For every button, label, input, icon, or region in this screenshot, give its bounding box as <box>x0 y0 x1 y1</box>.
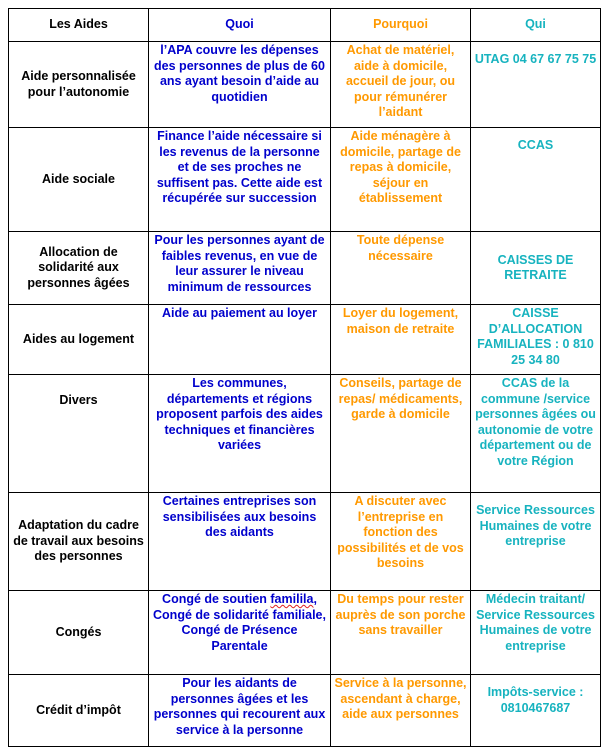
table-row <box>9 675 601 747</box>
table-row <box>9 375 601 493</box>
aide-pourquoi: Toute dépense nécessaire <box>331 232 471 305</box>
aide-name: Adaptation du cadre de travail aux besoins des personnes <box>9 493 149 591</box>
aide-qui: CCAS de la commune /service personnes âgées ou autonomie de votre département ou de votre Région <box>471 375 601 493</box>
aide-name: Allocation de solidarité aux personnes âgées <box>9 232 149 305</box>
aide-quoi: Finance l’aide nécessaire si les revenus de la personne et de ses proches ne suffisent pas. Cette aide est récupérée sur succession <box>149 128 331 232</box>
aide-quoi: Certaines entreprises son sensibilisées aux besoins des aidants <box>149 493 331 591</box>
aide-pourquoi: Aide ménagère à domicile, partage de repas à domicile, séjour en établissement <box>331 128 471 232</box>
aide-pourquoi: Achat de matériel, aide à domicile, accueil de jour, ou pour rémunérer l’aidant <box>331 42 471 128</box>
table-row <box>9 232 601 305</box>
aide-name: Divers <box>9 375 149 493</box>
aide-qui: UTAG 04 67 67 75 75 <box>471 42 601 128</box>
header-quoi: Quoi <box>149 9 331 42</box>
aide-name: Aide personnalisée pour l’autonomie <box>9 42 149 128</box>
aide-qui: CCAS <box>471 128 601 232</box>
aide-qui: Médecin traitant/ Service Ressources Humaines de votre entreprise <box>471 591 601 675</box>
aide-pourquoi: Du temps pour rester auprès de son porche sans travailler <box>331 591 471 675</box>
table-row <box>9 128 601 232</box>
table-row <box>9 591 601 675</box>
aides-table <box>8 8 601 747</box>
aide-pourquoi: Conseils, partage de repas/ médicaments, garde à domicile <box>331 375 471 493</box>
aide-quoi: Aide au paiement au loyer <box>149 305 331 375</box>
aide-pourquoi: Service à la personne, ascendant à charge, aide aux personnes <box>331 675 471 747</box>
aide-pourquoi: Loyer du logement, maison de retraite <box>331 305 471 375</box>
header-row <box>9 9 601 42</box>
header-les-aides: Les Aides <box>9 9 149 42</box>
header-pourquoi: Pourquoi <box>331 9 471 42</box>
header-qui: Qui <box>471 9 601 42</box>
aide-quoi: Pour les personnes ayant de faibles revenus, en vue de leur assurer le niveau minimum de ressources <box>149 232 331 305</box>
aide-quoi <box>149 591 331 675</box>
aide-pourquoi: A discuter avec l’entreprise en fonction des possibilités et de vos besoins <box>331 493 471 591</box>
quoi-part-c: , Congé de solidarité familiale, Congé de Présence Parentale <box>153 592 326 653</box>
aide-qui: Service Ressources Humaines de votre entreprise <box>471 493 601 591</box>
misspelled-word: familila <box>270 592 314 606</box>
aide-name: Aide sociale <box>9 128 149 232</box>
aide-name: Congés <box>9 591 149 675</box>
aide-qui: CAISSES DE RETRAITE <box>471 232 601 305</box>
aide-quoi: Les communes, départements et régions proposent parfois des aides techniques et financières variées <box>149 375 331 493</box>
aide-quoi: Pour les aidants de personnes âgées et les personnes qui recourent aux service à la personne <box>149 675 331 747</box>
aide-quoi: l’APA couvre les dépenses des personnes de plus de 60 ans ayant besoin d’aide au quotidien <box>149 42 331 128</box>
aide-qui: Impôts-service : 0810467687 <box>471 675 601 747</box>
quoi-part-a: Congé de soutien <box>162 592 271 606</box>
table-row <box>9 42 601 128</box>
aide-name: Aides au logement <box>9 305 149 375</box>
table-row <box>9 305 601 375</box>
aide-qui: CAISSE D’ALLOCATION FAMILIALES : 0 810 25 34 80 <box>471 305 601 375</box>
aide-name: Crédit d’impôt <box>9 675 149 747</box>
table-row <box>9 493 601 591</box>
